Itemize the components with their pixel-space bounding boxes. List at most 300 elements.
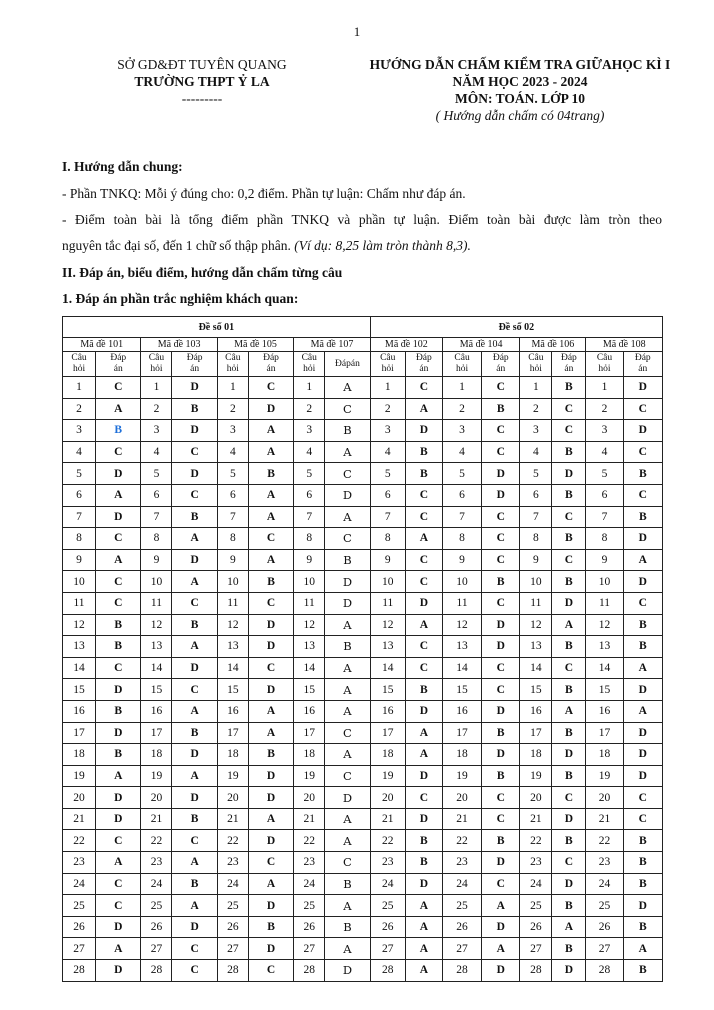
question-number: 25 (217, 895, 248, 917)
question-number: 16 (294, 700, 325, 722)
question-number: 25 (141, 895, 172, 917)
question-number: 7 (217, 506, 248, 528)
question-number: 19 (370, 765, 405, 787)
document-title: HƯỚNG DẪN CHẤM KIỂM TRA GIỮAHỌC KÌ I (369, 57, 671, 72)
answer-cell-107: B (325, 873, 370, 895)
answer-cell-108: D (623, 765, 662, 787)
school-name: TRƯỜNG THPT Ỷ LA (134, 74, 270, 89)
question-number: 4 (217, 441, 248, 463)
question-number: 10 (63, 571, 96, 593)
answer-cell-105: A (248, 873, 293, 895)
table-row (63, 787, 663, 809)
header-line: Đáp (492, 353, 509, 363)
answer-cell-108: A (623, 657, 662, 679)
answer-cell-105: D (248, 765, 293, 787)
question-number: 16 (217, 700, 248, 722)
question-number: 2 (370, 398, 405, 420)
answer-cell-104: C (482, 808, 520, 830)
answer-cell-103: C (172, 679, 217, 701)
question-number: 26 (63, 916, 96, 938)
answer-cell-104: D (482, 852, 520, 874)
question-number: 2 (294, 398, 325, 420)
table-row (63, 506, 663, 528)
answer-cell-101: D (96, 679, 141, 701)
answer-cell-105: D (248, 787, 293, 809)
question-number: 4 (141, 441, 172, 463)
answer-cell-102: D (405, 420, 442, 442)
answer-cell-105: C (248, 852, 293, 874)
question-number: 7 (442, 506, 481, 528)
question-number: 22 (141, 830, 172, 852)
answer-cell-104: A (482, 938, 520, 960)
answer-cell-103: A (172, 852, 217, 874)
exam-code-header: Mã đề 107 (294, 338, 370, 352)
answer-cell-106: A (552, 614, 586, 636)
question-number: 8 (294, 528, 325, 550)
answer-cell-102: A (405, 895, 442, 917)
header-line: án (113, 364, 123, 374)
question-number: 14 (63, 657, 96, 679)
question-number: 4 (294, 441, 325, 463)
question-number: 22 (63, 830, 96, 852)
exam-code-header: Mã đề 101 (63, 338, 141, 352)
question-number: 25 (370, 895, 405, 917)
answer-cell-101: D (96, 722, 141, 744)
question-number: 4 (520, 441, 552, 463)
answer-cell-105: C (248, 528, 293, 550)
table-row (63, 636, 663, 658)
table-row (63, 895, 663, 917)
answer-cell-108: C (623, 398, 662, 420)
answer-cell-106: B (552, 571, 586, 593)
answer-cell-103: D (172, 420, 217, 442)
answer-cell-106: D (552, 744, 586, 766)
answer-cell-107: A (325, 808, 370, 830)
question-number: 27 (442, 938, 481, 960)
answer-cell-108: D (623, 679, 662, 701)
answer-cell-105: A (248, 441, 293, 463)
question-number: 24 (586, 873, 623, 895)
header-line: hỏi (226, 364, 239, 374)
answer-cell-103: B (172, 808, 217, 830)
question-column-header (63, 352, 96, 377)
question-number: 20 (217, 787, 248, 809)
question-number: 26 (370, 916, 405, 938)
question-number: 14 (294, 657, 325, 679)
question-number: 10 (141, 571, 172, 593)
question-column-header (586, 352, 623, 377)
question-number: 25 (294, 895, 325, 917)
subject-grade: MÔN: TOÁN. LỚP 10 (454, 91, 585, 106)
answer-cell-107: A (325, 744, 370, 766)
answer-cell-106: C (552, 420, 586, 442)
answer-cell-101: A (96, 852, 141, 874)
question-number: 16 (141, 700, 172, 722)
question-number: 3 (63, 420, 96, 442)
answer-cell-108: A (623, 938, 662, 960)
question-number: 8 (442, 528, 481, 550)
question-number: 21 (586, 808, 623, 830)
answer-cell-107: A (325, 614, 370, 636)
question-number: 14 (370, 657, 405, 679)
answer-cell-106: B (552, 938, 586, 960)
question-number: 17 (520, 722, 552, 744)
answer-cell-104: C (482, 679, 520, 701)
question-number: 13 (141, 636, 172, 658)
answer-cell-107: D (325, 484, 370, 506)
question-number: 18 (294, 744, 325, 766)
question-number: 11 (370, 592, 405, 614)
question-number: 27 (217, 938, 248, 960)
answer-cell-104: C (482, 420, 520, 442)
answer-cell-101: C (96, 895, 141, 917)
answer-cell-107: B (325, 636, 370, 658)
question-number: 19 (442, 765, 481, 787)
header-line: Câu (225, 353, 241, 363)
question-number: 3 (141, 420, 172, 442)
answer-cell-102: A (405, 938, 442, 960)
answer-cell-103: C (172, 484, 217, 506)
question-number: 15 (141, 679, 172, 701)
answer-cell-108: C (623, 592, 662, 614)
question-number: 24 (294, 873, 325, 895)
table-row (63, 463, 663, 485)
question-number: 16 (586, 700, 623, 722)
question-number: 27 (294, 938, 325, 960)
answer-cell-101: C (96, 377, 141, 399)
answer-cell-102: C (405, 484, 442, 506)
question-number: 3 (294, 420, 325, 442)
answer-cell-103: D (172, 463, 217, 485)
question-number: 9 (217, 549, 248, 571)
question-number: 25 (586, 895, 623, 917)
answer-cell-108: C (623, 808, 662, 830)
answer-cell-102: A (405, 398, 442, 420)
answer-cell-103: D (172, 377, 217, 399)
answer-cell-101: A (96, 549, 141, 571)
question-number: 5 (63, 463, 96, 485)
question-number: 21 (217, 808, 248, 830)
table-row (63, 679, 663, 701)
question-number: 8 (586, 528, 623, 550)
question-number: 27 (63, 938, 96, 960)
question-number: 9 (520, 549, 552, 571)
question-number: 21 (442, 808, 481, 830)
question-number: 19 (294, 765, 325, 787)
answer-cell-104: D (482, 960, 520, 982)
question-number: 26 (141, 916, 172, 938)
header-line: án (496, 364, 506, 374)
question-number: 13 (442, 636, 481, 658)
header-line: Câu (71, 353, 87, 363)
answer-column-header (172, 352, 217, 377)
question-number: 8 (141, 528, 172, 550)
question-number: 2 (442, 398, 481, 420)
answer-cell-108: D (623, 744, 662, 766)
answer-cell-108: C (623, 441, 662, 463)
question-number: 12 (370, 614, 405, 636)
answer-cell-105: D (248, 614, 293, 636)
question-number: 28 (586, 960, 623, 982)
answer-cell-108: A (623, 700, 662, 722)
question-column-header (442, 352, 481, 377)
question-number: 13 (520, 636, 552, 658)
question-number: 12 (217, 614, 248, 636)
answer-cell-102: C (405, 571, 442, 593)
question-number: 26 (217, 916, 248, 938)
answer-column-header (623, 352, 662, 377)
answer-cell-108: B (623, 830, 662, 852)
question-number: 9 (586, 549, 623, 571)
answer-cell-106: C (552, 549, 586, 571)
header-line: Đáp (634, 353, 651, 363)
answer-cell-102: C (405, 549, 442, 571)
header-line: hỏi (150, 364, 163, 374)
table-row (63, 960, 663, 982)
answer-cell-106: B (552, 722, 586, 744)
question-number: 13 (294, 636, 325, 658)
question-number: 17 (141, 722, 172, 744)
answer-cell-103: C (172, 960, 217, 982)
answer-column-header (248, 352, 293, 377)
answer-cell-103: A (172, 636, 217, 658)
answer-cell-101: B (96, 636, 141, 658)
question-number: 14 (217, 657, 248, 679)
answer-cell-106: B (552, 441, 586, 463)
question-number: 20 (141, 787, 172, 809)
answer-cell-101: B (96, 744, 141, 766)
header-line: Đáp (186, 353, 203, 363)
answer-cell-107: A (325, 657, 370, 679)
question-number: 12 (586, 614, 623, 636)
question-number: 28 (370, 960, 405, 982)
question-number: 6 (520, 484, 552, 506)
exam-code-header: Mã đề 108 (586, 338, 663, 352)
question-number: 6 (442, 484, 481, 506)
answer-cell-105: A (248, 700, 293, 722)
table-row (63, 938, 663, 960)
header-line: Đáp (110, 353, 127, 363)
answer-cell-108: B (623, 873, 662, 895)
answer-cell-102: D (405, 873, 442, 895)
answer-cell-104: C (482, 441, 520, 463)
question-column-header (294, 352, 325, 377)
answer-cell-107: D (325, 571, 370, 593)
question-number: 1 (217, 377, 248, 399)
question-number: 11 (520, 592, 552, 614)
answer-cell-107: C (325, 398, 370, 420)
answer-key-table (62, 316, 663, 982)
question-number: 28 (63, 960, 96, 982)
question-number: 26 (294, 916, 325, 938)
answer-cell-107: A (325, 700, 370, 722)
question-number: 12 (520, 614, 552, 636)
question-number: 19 (217, 765, 248, 787)
header-line: hỏi (455, 364, 469, 374)
answer-cell-104: C (482, 377, 520, 399)
answer-cell-105: B (248, 571, 293, 593)
answer-cell-107: D (325, 787, 370, 809)
question-number: 6 (63, 484, 96, 506)
question-number: 20 (520, 787, 552, 809)
answer-cell-104: D (482, 744, 520, 766)
question-number: 2 (520, 398, 552, 420)
answer-column-header: Đápán (325, 352, 370, 377)
answer-cell-108: B (623, 506, 662, 528)
answer-cell-105: A (248, 808, 293, 830)
answer-cell-106: A (552, 700, 586, 722)
answer-cell-101: B (96, 420, 141, 442)
question-number: 27 (586, 938, 623, 960)
table-row (63, 484, 663, 506)
answer-cell-103: B (172, 506, 217, 528)
table-row (63, 808, 663, 830)
answer-cell-104: D (482, 614, 520, 636)
table-row (63, 592, 663, 614)
question-number: 24 (520, 873, 552, 895)
question-number: 22 (294, 830, 325, 852)
answer-cell-102: C (405, 506, 442, 528)
answer-cell-104: B (482, 398, 520, 420)
question-number: 6 (217, 484, 248, 506)
answer-cell-101: C (96, 657, 141, 679)
question-number: 19 (63, 765, 96, 787)
answer-cell-106: C (552, 657, 586, 679)
answer-cell-104: C (482, 787, 520, 809)
question-number: 5 (520, 463, 552, 485)
question-number: 23 (63, 852, 96, 874)
header-line: án (638, 364, 648, 374)
group-title-de-02: Đề số 02 (370, 317, 662, 338)
answer-cell-106: C (552, 787, 586, 809)
answer-cell-107: A (325, 441, 370, 463)
answer-cell-108: C (623, 787, 662, 809)
answer-column-header (552, 352, 586, 377)
rounding-rule: nguyên tắc đại số, đến 1 chữ số thập phân. (62, 238, 291, 253)
answer-cell-107: B (325, 549, 370, 571)
question-number: 22 (520, 830, 552, 852)
section-answers-heading: II. Đáp án, biểu điểm, hướng dẫn chấm từng câu (62, 265, 343, 280)
question-number: 5 (442, 463, 481, 485)
question-number: 1 (520, 377, 552, 399)
answer-cell-104: B (482, 722, 520, 744)
question-number: 25 (63, 895, 96, 917)
answer-cell-103: A (172, 765, 217, 787)
instruction-tnkq: - Phần TNKQ: Mỗi ý đúng cho: 0,2 điểm. Phần tự luận: Chấm như đáp án. (62, 186, 466, 201)
answer-cell-102: C (405, 657, 442, 679)
answer-cell-102: B (405, 441, 442, 463)
table-row (63, 765, 663, 787)
answer-cell-105: D (248, 830, 293, 852)
answer-cell-103: B (172, 873, 217, 895)
answer-cell-105: A (248, 506, 293, 528)
answer-cell-106: D (552, 808, 586, 830)
question-number: 16 (442, 700, 481, 722)
answer-cell-106: B (552, 484, 586, 506)
answer-cell-105: A (248, 549, 293, 571)
answer-cell-105: D (248, 895, 293, 917)
question-number: 10 (294, 571, 325, 593)
question-number: 19 (586, 765, 623, 787)
answer-cell-102: B (405, 852, 442, 874)
question-column-header (520, 352, 552, 377)
question-number: 14 (520, 657, 552, 679)
question-number: 6 (294, 484, 325, 506)
question-number: 28 (442, 960, 481, 982)
question-number: 6 (370, 484, 405, 506)
question-number: 19 (520, 765, 552, 787)
header-line: hỏi (303, 364, 316, 374)
answer-cell-104: C (482, 592, 520, 614)
answer-cell-108: A (623, 549, 662, 571)
answer-cell-105: C (248, 377, 293, 399)
exam-code-header: Mã đề 104 (442, 338, 519, 352)
question-number: 9 (294, 549, 325, 571)
answer-cell-103: C (172, 592, 217, 614)
question-number: 7 (63, 506, 96, 528)
instruction-rounding (62, 237, 662, 255)
answer-cell-102: D (405, 700, 442, 722)
question-number: 11 (586, 592, 623, 614)
question-number: 21 (520, 808, 552, 830)
question-number: 8 (63, 528, 96, 550)
table-row (63, 830, 663, 852)
answer-cell-103: D (172, 916, 217, 938)
answer-cell-101: D (96, 506, 141, 528)
page-count-note: ( Hướng dẫn chấm có 04trang) (435, 108, 605, 123)
answer-cell-106: C (552, 398, 586, 420)
question-number: 4 (370, 441, 405, 463)
question-number: 15 (294, 679, 325, 701)
answer-cell-104: C (482, 873, 520, 895)
question-number: 9 (370, 549, 405, 571)
question-number: 11 (217, 592, 248, 614)
answer-cell-104: D (482, 700, 520, 722)
question-number: 14 (586, 657, 623, 679)
question-number: 20 (586, 787, 623, 809)
question-number: 21 (63, 808, 96, 830)
exam-code-header: Mã đề 103 (141, 338, 217, 352)
answer-cell-105: D (248, 636, 293, 658)
answer-cell-107: A (325, 830, 370, 852)
question-number: 4 (63, 441, 96, 463)
question-number: 5 (294, 463, 325, 485)
question-number: 16 (520, 700, 552, 722)
question-number: 26 (586, 916, 623, 938)
question-number: 23 (586, 852, 623, 874)
answer-cell-103: B (172, 722, 217, 744)
answer-cell-108: C (623, 484, 662, 506)
header-line: hỏi (529, 364, 542, 374)
answer-cell-105: B (248, 916, 293, 938)
answer-cell-108: B (623, 960, 662, 982)
question-number: 28 (141, 960, 172, 982)
answer-cell-103: D (172, 744, 217, 766)
page-number: 1 (353, 24, 361, 39)
answer-cell-104: D (482, 916, 520, 938)
answer-cell-104: D (482, 636, 520, 658)
question-number: 11 (294, 592, 325, 614)
question-number: 3 (520, 420, 552, 442)
answer-cell-105: B (248, 744, 293, 766)
exam-code-header: Mã đề 106 (520, 338, 586, 352)
answer-cell-101: C (96, 441, 141, 463)
question-number: 3 (370, 420, 405, 442)
header-line: Đáp (263, 353, 279, 363)
question-number: 26 (520, 916, 552, 938)
answer-cell-102: D (405, 592, 442, 614)
answer-cell-107: C (325, 528, 370, 550)
